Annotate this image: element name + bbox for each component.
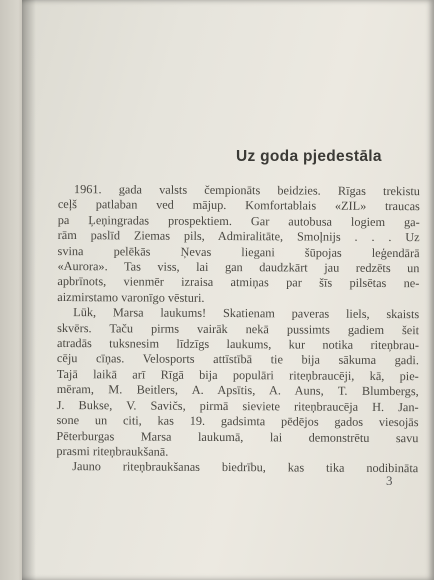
page-number: 3: [386, 473, 393, 488]
text-line: cēju cīņas. Velosports attīstībā tie bija sākuma gadi.: [56, 351, 419, 368]
text-line: «Aurora». Tas viss, lai gan daudzkārt jau redzēts un: [57, 259, 420, 276]
text-line: Pēterburgas Marsa laukumā, lai demonstrētu savu: [56, 428, 419, 445]
text-line: atradās tuksnesim līdzīgs laukums, kur notika riteņbrau-: [56, 336, 420, 353]
text-line: skvērs. Taču pirms vairāk nekā pussimts gadiem šeit: [57, 320, 420, 337]
text-line: apbrīnots, vienmēr izraisa atmiņas par šīs pilsētas ne-: [57, 274, 420, 291]
chapter-heading: Uz goda pjedestāla: [236, 148, 382, 165]
body-text: [56, 182, 420, 477]
text-line: Tajā laikā arī Rīgā bija populāri riteņbraucēji, kā, pie-: [56, 366, 419, 384]
text-line: aizmirstamo varonīgo vēsturi.: [57, 289, 205, 305]
text-line: ceļš patlaban ved mājup. Komfortablais «ZIL» traucas: [57, 197, 420, 214]
text-line: Lūk, Marsa laukums! Skatienam paveras liels, skaists: [73, 305, 420, 322]
text-line: svina pelēkās Ņevas liegani šūpojas leģendārā: [57, 243, 420, 260]
text-line: prasmi riteņbraukšanā.: [56, 443, 169, 459]
text-line: J. Bukse, V. Savičs, pirmā sieviete riteņbraucēja H. Jan-: [56, 397, 419, 414]
text-line: sone un citi, kas 19. gadsimta pēdējos gados viesojās: [56, 413, 419, 430]
text-line: pa Ļeņingradas prospektiem. Gar autobusa logiem ga-: [57, 212, 420, 230]
text-line: 1961. gada valsts čempionāts beidzies. Rīgas trekistu: [73, 182, 420, 199]
text-line: mēram, M. Beitlers, A. Apsītis, A. Auns, T. Blumbergs,: [56, 382, 419, 399]
gutter-shadow: [22, 0, 36, 580]
text-line: Jauno riteņbraukšanas biedrību, kas tika nodibināta: [72, 459, 419, 476]
text-line: rām paslīd Ziemas pils, Admiralitāte, Smoļnijs . . . Uz: [57, 228, 420, 245]
